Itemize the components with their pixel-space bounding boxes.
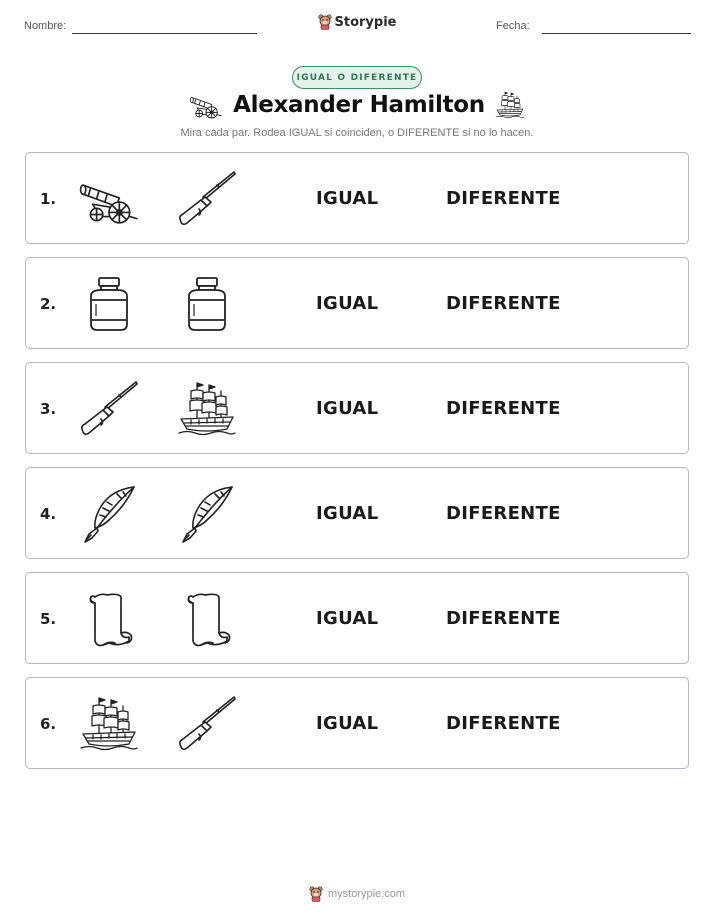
bear-mascot-icon	[309, 886, 323, 902]
exercise-row	[25, 152, 689, 244]
option-diferente[interactable]: DIFERENTE	[446, 608, 561, 629]
exercise-row	[25, 677, 689, 769]
row-number: 5.	[40, 610, 57, 628]
row-number: 1.	[40, 190, 57, 208]
date-label: Fecha:	[496, 20, 530, 32]
bear-mascot-icon	[318, 14, 332, 30]
exercise-row	[25, 362, 689, 454]
ship-icon	[78, 694, 140, 754]
name-line[interactable]	[72, 33, 257, 34]
brand-logo	[0, 14, 714, 30]
ship-icon	[176, 379, 238, 439]
row-number: 6.	[40, 715, 57, 733]
option-diferente[interactable]: DIFERENTE	[446, 188, 561, 209]
option-diferente[interactable]: DIFERENTE	[446, 398, 561, 419]
option-igual[interactable]: IGUAL	[316, 398, 379, 419]
page-title: Alexander Hamilton	[233, 92, 485, 118]
musket-icon	[176, 169, 238, 229]
option-diferente[interactable]: DIFERENTE	[446, 503, 561, 524]
option-igual[interactable]: IGUAL	[316, 293, 379, 314]
title-row	[0, 90, 714, 120]
ship-icon	[495, 90, 525, 120]
option-diferente[interactable]: DIFERENTE	[446, 713, 561, 734]
footer-url[interactable]: mystorypie.com	[327, 888, 406, 900]
musket-icon	[78, 379, 140, 439]
option-igual[interactable]: IGUAL	[316, 713, 379, 734]
activity-badge: IGUAL O DIFERENTE	[292, 66, 422, 89]
inkwell-icon	[176, 274, 238, 334]
footer	[0, 886, 714, 902]
row-number: 4.	[40, 505, 57, 523]
name-label: Nombre:	[24, 20, 67, 32]
scroll-icon	[78, 589, 140, 649]
row-number: 3.	[40, 400, 57, 418]
scroll-icon	[176, 589, 238, 649]
exercise-row	[25, 467, 689, 559]
quill-icon	[176, 484, 238, 544]
exercise-row	[25, 572, 689, 664]
option-diferente[interactable]: DIFERENTE	[446, 293, 561, 314]
brand-name: Storypie	[334, 14, 397, 30]
option-igual[interactable]: IGUAL	[316, 188, 379, 209]
option-igual[interactable]: IGUAL	[316, 608, 379, 629]
cannon-icon	[189, 90, 223, 120]
exercise-row	[25, 257, 689, 349]
row-number: 2.	[40, 295, 57, 313]
musket-icon	[176, 694, 238, 754]
inkwell-icon	[78, 274, 140, 334]
instructions: Mira cada par. Rodea IGUAL si coinciden, o DIFERENTE si no lo hacen.	[180, 127, 534, 139]
date-line[interactable]	[542, 33, 691, 34]
quill-icon	[78, 484, 140, 544]
option-igual[interactable]: IGUAL	[316, 503, 379, 524]
cannon-icon	[78, 169, 140, 229]
